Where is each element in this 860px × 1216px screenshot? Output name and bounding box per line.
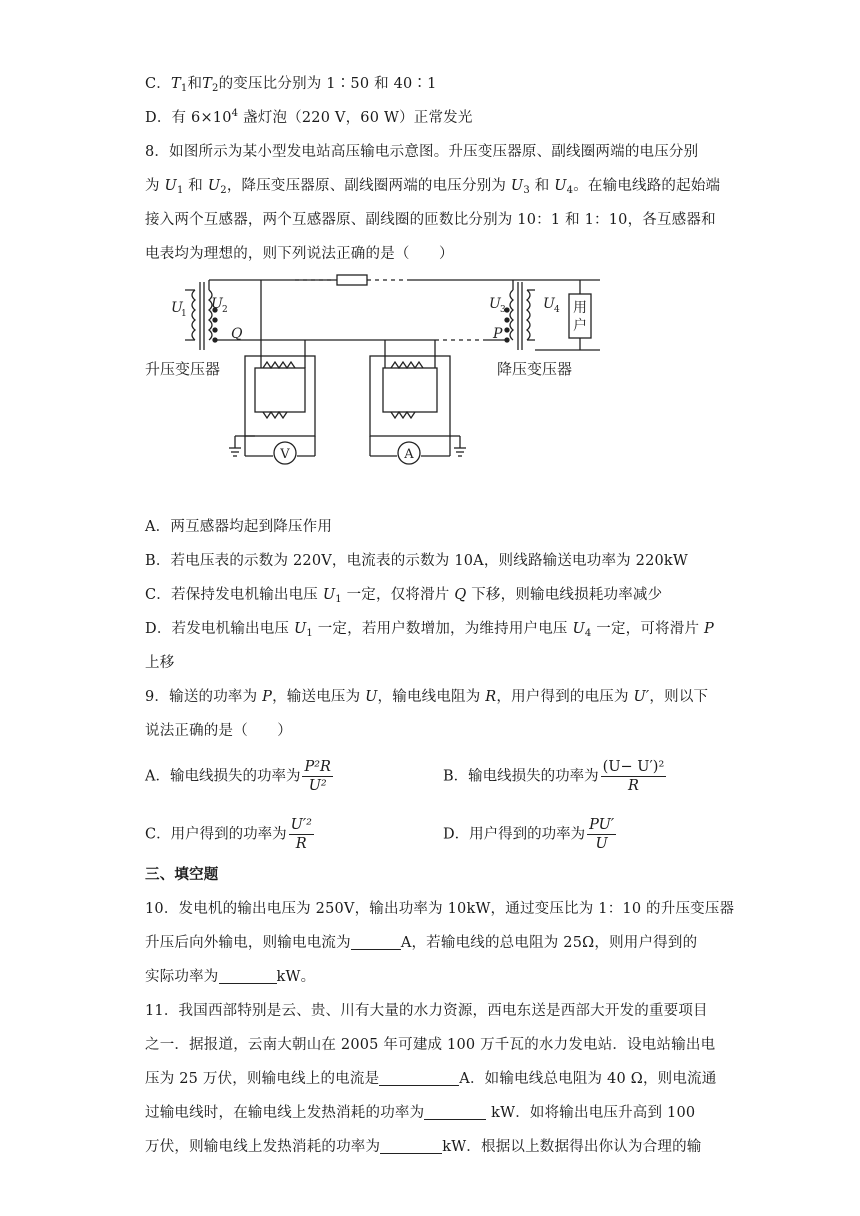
q8-l2-c: ，降压变压器原、副线圈两端的电压分别为 [226,178,511,194]
q8-l2-b: 和 [183,178,208,194]
q7-c-prefix: C． [145,76,171,92]
u2-symbol: U [207,178,221,194]
q9-u-prime: U′ [633,689,650,705]
voltmeter-label: V [280,447,290,462]
user-load-label-1: 用 [573,300,587,316]
q11-blank-2[interactable] [424,1105,486,1120]
step-up-transformer [185,282,217,350]
q9-option-d [443,816,616,853]
q8-l2-d: 和 [529,178,555,194]
q8-option-b: B．若电压表的示数为 220V，电流表的示数为 10A，则线路输送电功率为 220kW [145,553,689,569]
q10-l2-b: A，若输电线的总电阻为 25Ω，则用户得到的 [400,935,698,951]
u1-subscript: 1 [176,185,184,196]
q7-option-c [145,72,437,94]
voltage-transformer [229,280,315,464]
fig-u3-sub: 3 [500,305,506,315]
u2-subscript: 2 [220,185,227,196]
q9-d-den: U [595,836,608,852]
q11-line1: 11．我国西部特别是云、贵、川有大量的水力资源，西电东送是西部大开发的重要项目 [145,1003,708,1019]
fig-u2-sub: 2 [222,305,228,315]
q10-l3-a: 实际功率为 [145,969,219,985]
q7-option-d [145,106,473,127]
q10-line3 [145,965,315,986]
q11-l3-b: A．如输电线总电阻为 40 Ω，则电流通 [459,1071,717,1087]
ammeter-label: A [404,447,414,462]
q9-option-a [145,758,333,795]
q8-c-b: 一定，仅将滑片 [341,587,455,603]
q9-option-b [443,758,666,795]
q7-c-mid: 和 [187,76,203,92]
q10-l3-b: kW。 [276,969,316,985]
q11-line5 [145,1135,702,1156]
q9-p: P [262,689,273,705]
q10-blank-2[interactable] [219,969,277,984]
q9-u: U [365,689,378,705]
t1-symbol: T [171,76,181,92]
q9-d-num: PU′ [589,817,615,833]
q9-stem-line2: 说法正确的是（ ） [145,723,292,739]
q9-d-fraction [587,816,616,853]
q11-blank-3[interactable] [380,1139,442,1154]
q9-l1-e: ，则以下 [649,689,709,705]
q8-c-c: 下移，则输电线损耗功率减少 [466,587,663,603]
u3-subscript: 3 [523,185,530,196]
q8-c-u-sub: 1 [335,594,342,605]
q8-stem-line3: 接入两个互感器，两个互感器原、副线圈的匝数比分别为 10：1 和 1：10，各互感器和 [145,212,716,228]
q10-blank-1[interactable] [351,935,401,950]
q11-line3 [145,1067,716,1088]
q8-c-u: U [322,587,336,603]
q9-b-den: R [628,778,639,794]
q11-line2: 之一．据报道，云南大朝山在 2005 年可建成 100 万千瓦的水力发电站．设电站输出电 [145,1037,716,1053]
q9-l1-b: ，输送电压为 [272,689,366,705]
q7-d-rest: 盏灯泡（220 V，60 W）正常发光 [238,110,473,126]
q10-line1: 10．发电机的输出电压为 250V，输出功率为 10kW，通过变压比为 1：10 的升压变压器 [145,901,735,917]
fig-u4: U [543,296,555,312]
q8-d-u-sub: 1 [306,628,313,639]
q8-stem-line4: 电表均为理想的，则下列说法正确的是（ ） [145,246,454,262]
q8-l2-a: 为 [145,178,165,194]
q8-d-a: D．若发电机输出电压 [145,621,294,637]
q9-a-den: U² [308,778,327,794]
q9-a-fraction [302,758,333,795]
q9-l1-a: 9．输送的功率为 [145,689,263,705]
q11-line4 [145,1101,695,1122]
t1-subscript: 1 [180,83,188,94]
q9-a-text: A．输电线损失的功率为 [145,768,301,785]
q11-l3-a: 压为 25 万伏，则输电线上的电流是 [145,1071,380,1087]
q9-l1-c: ，输电线电阻为 [377,689,486,705]
q9-d-text: D．用户得到的功率为 [443,826,586,843]
u4-subscript: 4 [566,185,574,196]
q8-d-u: U [293,621,307,637]
q9-a-num: P²R [304,759,331,775]
q11-l5-a: 万伏，则输电线上发热消耗的功率为 [145,1139,381,1155]
q9-c-fraction [289,816,314,853]
q8-stem-line1: 8．如图所示为某小型发电站高压输电示意图。升压变压器原、副线圈两端的电压分别 [145,144,699,160]
fig-u1-sub: 1 [181,309,187,319]
t2-subscript: 2 [212,83,219,94]
q8-c-q: Q [454,587,467,603]
q8-l2-e: 。在输电线路的起始端 [573,178,721,194]
fig-u4-sub: 4 [554,305,560,315]
q9-c-num: U′² [290,817,312,833]
q9-r: R [485,689,497,705]
q11-l4-a: 过输电线时，在输电线上发热消耗的功率为 [145,1105,425,1121]
user-load-label-2: 户 [573,318,587,334]
q11-blank-1[interactable] [379,1071,459,1086]
step-down-transformer [505,280,600,350]
q9-stem-line1 [145,685,708,706]
u4-symbol: U [554,178,567,194]
q7-d-exponent: 4 [231,108,239,119]
q8-option-c [145,583,662,605]
q8-d-p: P [703,621,714,637]
q10-line2 [145,931,697,952]
q9-b-fraction [601,758,667,795]
q8-stem-line2 [145,174,720,196]
fig-u1: U [171,300,183,316]
q9-l1-d: ，用户得到的电压为 [496,689,634,705]
q8-option-a: A．两互感器均起到降压作用 [145,519,333,535]
q9-option-c [145,816,314,853]
q11-l5-b: kW．根据以上数据得出你认为合理的输 [442,1139,702,1155]
q9-b-num: (U− U′)² [602,759,665,775]
q8-option-d-cont: 上移 [145,655,175,671]
fig-u3: U [489,296,501,312]
q9-b-text: B．输电线损失的功率为 [443,768,599,785]
u1-symbol: U [164,178,177,194]
section-heading: 三、填空题 [145,866,219,883]
u3-symbol: U [510,178,524,194]
q7-d-prefix: D．有 6×10 [145,110,232,126]
q10-l2-a: 升压后向外输电，则输电电流为 [145,935,351,951]
fig-u2: U [211,296,223,312]
q8-c-a: C．若保持发电机输出电压 [145,587,323,603]
fig-p: P [493,326,503,342]
transmission-circuit-figure [145,268,615,468]
q11-l4-b: kW．如将输出电压升高到 100 [486,1105,696,1121]
q8-d-u4-sub: 4 [584,628,592,639]
q7-c-rest: 的变压比分别为 1∶50 和 40∶1 [218,76,437,92]
q9-c-den: R [295,836,307,852]
t2-symbol: T [202,76,213,92]
fig-q: Q [231,326,243,342]
current-transformer [370,340,466,464]
q8-d-b: 一定，若用户数增加，为维持用户电压 [312,621,573,637]
step-down-label: 降压变压器 [497,360,573,378]
q8-d-c: 一定，可将滑片 [591,621,704,637]
q9-c-text: C．用户得到的功率为 [145,826,287,843]
q8-option-d [145,617,714,639]
step-up-label: 升压变压器 [145,360,221,378]
line-resistor [337,275,367,285]
q8-d-u4: U [572,621,585,637]
